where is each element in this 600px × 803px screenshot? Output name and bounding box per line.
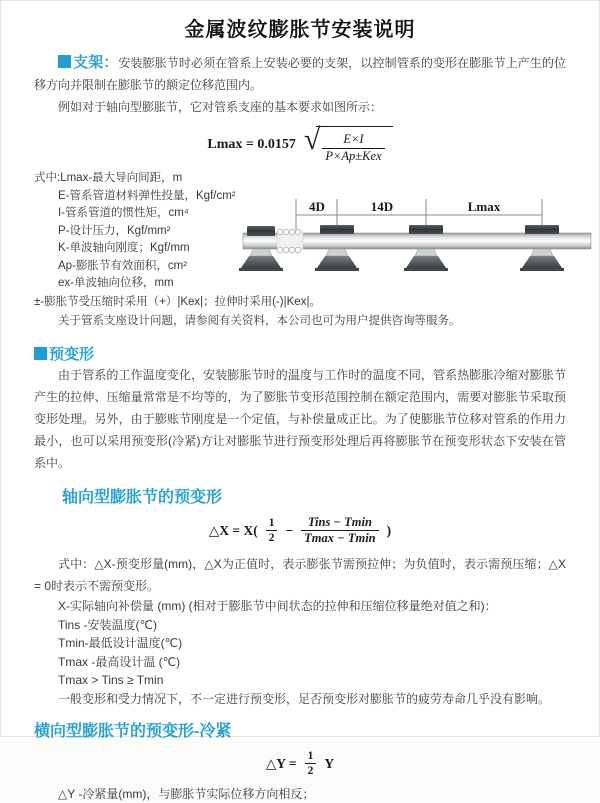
definition-line: 式中:Lmax-最大导向间距，m <box>34 172 183 185</box>
formula-suffix: ) <box>386 522 392 538</box>
support-intro-paragraph <box>34 52 566 96</box>
bellows-coil <box>283 247 289 253</box>
axial-final-note: 一般变形和受力情况下，不一定进行预变形，足否预变形对膨胀节的疲劳寿命几乎没有影响。 <box>58 691 551 706</box>
support-neck <box>326 249 348 256</box>
square-root <box>303 123 393 164</box>
support-baseplate <box>520 268 564 271</box>
support-baseplate <box>239 268 283 271</box>
support-cap <box>525 225 559 234</box>
support-base <box>241 256 281 268</box>
axial-subsection-heading: 轴向型膨胀节的预变形 <box>62 488 223 506</box>
page-title: 金属波纹膨胀节安装说明 <box>184 19 416 41</box>
fraction-numerator: Tins − Tmin <box>307 514 372 529</box>
section-square-icon <box>34 347 47 360</box>
bellows-coil <box>289 247 295 253</box>
fraction-denominator: P×Ap±Kex <box>322 148 384 165</box>
half-denominator: 2 <box>305 763 317 778</box>
axial-item: Tmax -最高设计温 (℃) <box>58 654 181 669</box>
formula-suffix: Y <box>324 755 335 771</box>
half-numerator: 1 <box>268 517 275 529</box>
support-example-line: 例如对于轴向型膨胀节，它对管系支座的基本要求如图所示： <box>58 100 383 114</box>
definition-line: P-设计压力，Kgf/mm² <box>58 224 171 237</box>
definition-line: E-管系管道材料弹性投量，Kgf/cm² <box>58 189 236 202</box>
formula-prefix: △X = X( <box>208 522 258 538</box>
axial-explain-paragraph: 式中：△X-预变形量(mm)，△X为正值时，表示膨张节需预拉伸；为负值时，表示需预压缩；△X = 0时表示不需预变形。 <box>34 557 566 593</box>
dim-label-4d: 4D <box>309 199 325 214</box>
dim-label-lmax: Lmax <box>467 199 501 214</box>
formula-lhs: Lmax = 0.0157 <box>207 137 296 153</box>
support-base <box>522 256 562 268</box>
support-neck <box>531 249 553 256</box>
bellows-coil <box>289 229 295 235</box>
radical-sign-icon: √ <box>303 123 321 156</box>
axial-formula <box>34 515 566 547</box>
support-baseplate <box>315 268 359 271</box>
support-neck <box>415 249 437 256</box>
definition-line: ex-单波轴向位移，mm <box>58 277 174 290</box>
half-numerator: 1 <box>307 750 314 762</box>
support-section-label: 支架： <box>73 54 119 71</box>
definition-line: Ap-膨胀节有效面积，cm² <box>58 259 188 272</box>
support-cap <box>320 225 354 234</box>
support-cap <box>247 226 275 236</box>
minus-operator: − <box>285 522 294 538</box>
dim-label-14d: 14D <box>370 199 394 214</box>
support-intro-text: 安装膨胀节时必须在管系上安装必要的支架，以控制管系的变形在膨胀节上产生的位移方向并限制在膨胀节的额定位移范围内。 <box>34 56 566 92</box>
lateral-formula <box>34 749 566 779</box>
axial-item: Tins -安装温度(℃) <box>58 617 158 632</box>
support-neck <box>250 249 272 256</box>
fraction-numerator: E×I <box>343 132 364 146</box>
lmax-formula <box>34 123 566 164</box>
support-cap <box>409 225 443 234</box>
temperature-fraction <box>301 515 378 547</box>
predeform-section-heading <box>34 343 566 364</box>
lateral-subsection-heading: 横向型膨胀节的预变形-冷紧 <box>34 723 232 740</box>
half-fraction <box>305 749 317 779</box>
service-note: 关于管系支座设计问题，请参阅有关资料，本公司也可为用户提供咨询等服务。 <box>58 314 461 327</box>
fraction <box>322 132 384 164</box>
radicand <box>316 126 392 164</box>
half-denominator: 2 <box>266 530 278 545</box>
support-base <box>406 256 446 268</box>
bellows-coil <box>277 247 283 253</box>
predeform-paragraph: 由于管系的工作温度变化，安装膨胀节时的温度与工作时的温度不同，管系热膨胀冷缩对膨胀节产生的拉伸、压缩量常常是不均等的，为了膨胀节变形范围控制在额定范围内，需要对膨胀节采取预变形处理。另外，由于膨账节刚度是一个定值，与补偿量成正比。为了使膨胀节位移对管系的作用力最小，也可以采用预变形(冷紧)方让对膨胀节进行预变形处理后再将膨胀节在预变形状态下安装在管系中。 <box>34 367 566 470</box>
pipe-support-diagram <box>241 193 593 293</box>
bellows-coil <box>295 229 301 235</box>
lateral-explain-line: △Y -冷紧量(mm)，与膨胀节实际位移方向相反； <box>58 786 315 801</box>
bellows-coil <box>283 229 289 235</box>
formula-prefix: △Y = <box>265 755 297 771</box>
bellows <box>277 229 303 253</box>
axial-item: Tmax > Tins ≥ Tmin <box>58 673 164 687</box>
support-base <box>317 256 357 268</box>
section-square-icon <box>58 55 71 68</box>
bellows-coil <box>277 229 283 235</box>
predeform-section-label: 预变形 <box>49 345 95 363</box>
fraction-denominator: Tmax − Tmin <box>301 530 378 547</box>
axial-item: X-实际轴向补偿量 (mm) (相对于膨胀节中间状态的拉伸和压缩位移量绝对值之和)： <box>58 599 497 613</box>
half-fraction <box>266 516 278 546</box>
support-baseplate <box>404 268 448 271</box>
plus-minus-note: ±-膨胀节受压缩时采用（+）|Kex|；拉伸时采用(-)|Kex|。 <box>34 295 321 308</box>
axial-item: Tmin-最低设计温度(℃) <box>58 636 183 650</box>
definition-line: K-单波轴向刚度；Kgf/mm <box>58 242 190 255</box>
bellows-coil <box>295 247 301 253</box>
definition-line: I-管系管道的惯性矩，cm⁴ <box>58 207 189 220</box>
